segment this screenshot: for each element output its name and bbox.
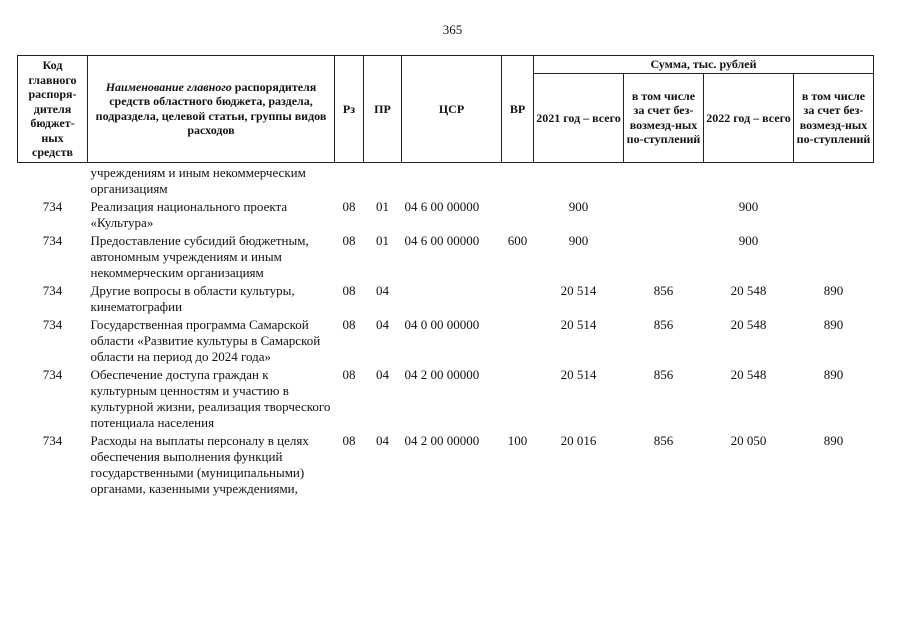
cell-rz: 08 — [342, 198, 356, 214]
cell-2022-total: 20 548 — [730, 316, 767, 332]
cell-2021-total: 20 016 — [560, 432, 597, 448]
header-csr: ЦСР — [402, 56, 502, 163]
cell-rz: 08 — [342, 232, 356, 248]
table-row — [18, 162, 874, 199]
cell-2021-total: 20 514 — [560, 366, 597, 382]
cell-2021-total: 20 514 — [560, 316, 597, 332]
cell-vr — [502, 317, 534, 367]
table-row — [18, 283, 874, 317]
cell-2022-free: 890 — [823, 366, 844, 382]
cell-pr: 04 — [376, 282, 389, 298]
header-pr: ПР — [364, 56, 402, 163]
cell-csr: 04 0 00 00000 — [404, 316, 480, 332]
cell-2021-total: 20 514 — [560, 282, 597, 298]
cell-2022-free: 890 — [823, 432, 844, 448]
cell-2022-free: 890 — [823, 316, 844, 332]
cell-name: Обеспечение доступа граждан к культурным ценностям и участию в культурной жизни, реализация творческого потенциала населения — [90, 366, 331, 430]
cell-vr: 600 — [507, 232, 528, 248]
cell-code: 734 — [42, 282, 63, 298]
cell-name: Другие вопросы в области культуры, кинематографии — [90, 282, 295, 314]
cell-vr — [502, 162, 534, 199]
cell-code: 734 — [42, 316, 63, 332]
cell-code: 734 — [42, 232, 63, 248]
header-2021-total: 2021 год – всего — [534, 74, 624, 163]
cell-2022-free — [794, 199, 874, 233]
header-vr: ВР — [502, 56, 534, 163]
cell-vr — [502, 199, 534, 233]
cell-2021-free: 856 — [653, 432, 674, 448]
cell-csr: 04 2 00 00000 — [404, 432, 480, 448]
cell-rz: 08 — [342, 366, 356, 382]
cell-code — [18, 162, 88, 199]
cell-code: 734 — [42, 432, 63, 448]
cell-2022-total: 20 050 — [730, 432, 767, 448]
cell-2022-total: 900 — [738, 232, 759, 248]
header-2021-free: в том числе за счет без-возмезд-ных по-ступлений — [624, 74, 704, 163]
table-body — [18, 162, 874, 499]
cell-2022-total: 20 548 — [730, 366, 767, 382]
table-row — [18, 199, 874, 233]
cell-2021-total: 900 — [568, 198, 589, 214]
cell-pr: 04 — [376, 316, 389, 332]
budget-table — [17, 55, 874, 499]
cell-vr — [502, 367, 534, 433]
cell-2021-free: 856 — [653, 282, 674, 298]
cell-2021-total: 900 — [568, 232, 589, 248]
cell-name: Реализация национального проекта «Культура» — [90, 198, 288, 230]
cell-2022-free — [794, 162, 874, 199]
cell-csr: 04 6 00 00000 — [404, 198, 480, 214]
cell-2021-free — [624, 162, 704, 199]
header-name-rest: распорядителя средств областного бюджета, раздела, подраздела, целевой статьи, группы видов расходов — [95, 79, 327, 138]
header-code: Код главного распоря-дителя бюджет-ных средств — [18, 56, 88, 163]
cell-2022-free: 890 — [823, 282, 844, 298]
cell-vr — [502, 283, 534, 317]
table-row — [18, 233, 874, 283]
header-rz: Рз — [335, 56, 364, 163]
cell-code: 734 — [42, 198, 63, 214]
cell-2022-total: 900 — [738, 198, 759, 214]
header-name — [88, 56, 335, 163]
cell-2022-free — [794, 233, 874, 283]
cell-csr: 04 2 00 00000 — [404, 366, 480, 382]
cell-rz: 08 — [342, 316, 356, 332]
cell-2021-free: 856 — [653, 366, 674, 382]
header-2022-total: 2022 год – всего — [704, 74, 794, 163]
table-row — [18, 433, 874, 499]
cell-pr: 01 — [376, 198, 389, 214]
cell-pr: 01 — [376, 232, 389, 248]
cell-2021-free — [624, 199, 704, 233]
cell-csr: 04 6 00 00000 — [404, 232, 480, 248]
header-2022-free: в том числе за счет без-возмезд-ных по-ступлений — [794, 74, 874, 163]
cell-2022-total: 20 548 — [730, 282, 767, 298]
cell-2022-total — [704, 162, 794, 199]
cell-vr: 100 — [507, 432, 528, 448]
cell-name: Государственная программа Самарской области «Развитие культуры в Самарской области на период до 2024 года» — [90, 316, 321, 364]
cell-2021-free — [624, 233, 704, 283]
cell-pr: 04 — [376, 366, 389, 382]
cell-csr — [402, 162, 502, 199]
cell-name: Расходы на выплаты персоналу в целях обеспечения выполнения функций государственными (муниципальными) органами, казенными учреждениями, — [90, 432, 309, 496]
header-name-italic: Наименование главного — [105, 79, 232, 94]
cell-2021-total — [534, 162, 624, 199]
cell-rz — [335, 162, 364, 199]
cell-code: 734 — [42, 366, 63, 382]
table-row — [18, 367, 874, 433]
page-number: 365 — [442, 22, 463, 37]
cell-pr — [364, 162, 402, 199]
cell-csr — [402, 283, 502, 317]
cell-rz: 08 — [342, 282, 356, 298]
cell-2021-free: 856 — [653, 316, 674, 332]
cell-rz: 08 — [342, 432, 356, 448]
cell-name: учреждениям и иным некоммерческим организациям — [90, 164, 306, 196]
header-sum-group: Сумма, тыс. рублей — [534, 56, 874, 74]
cell-name: Предоставление субсидий бюджетным, автономным учреждениям и иным некоммерческим организациям — [90, 232, 309, 280]
cell-pr: 04 — [376, 432, 389, 448]
table-row — [18, 317, 874, 367]
